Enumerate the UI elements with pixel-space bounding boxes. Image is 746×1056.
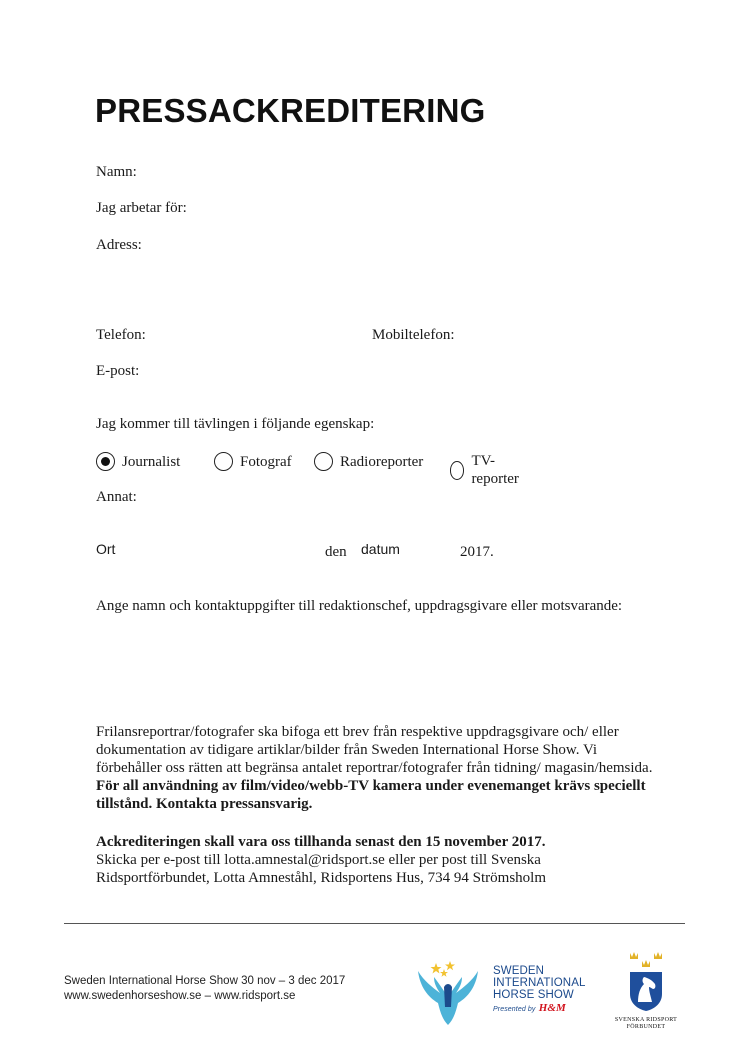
srf-crest-icon xyxy=(622,950,670,1012)
sihs-logo-text xyxy=(493,965,585,1016)
radio-dot xyxy=(101,457,110,466)
freelance-text: Frilansreportrar/fotografer ska bifoga ett brev från respektive uppdragsgivare och/ eller dokumentation av tidigare artiklar/bilder från Sweden International Horse Show. Vi förbehåller oss rätten att begränsa antalet reportrar/fotografer från tidning/ magasin/hemsida. xyxy=(96,724,653,776)
radio-circle[interactable] xyxy=(314,452,333,471)
deadline-bold-text: Ackrediteringen skall vara oss tillhanda senast den 15 november 2017. xyxy=(96,834,546,850)
radio-label-journalist: Journalist xyxy=(122,453,181,470)
address-label: Adress: xyxy=(96,237,142,253)
freelance-bold-text: För all användning av film/video/webb-TV kamera under evenemanget krävs speciellt tillstånd. Kontakta pressansvarig. xyxy=(96,778,646,812)
srf-logo-text xyxy=(608,1017,684,1031)
date-field[interactable]: datum xyxy=(361,541,400,557)
footer-divider xyxy=(64,923,685,924)
phone-label: Telefon: xyxy=(96,327,146,343)
footer-event-line: Sweden International Horse Show 30 nov – 3 dec 2017 xyxy=(64,975,346,987)
name-label: Namn: xyxy=(96,164,137,180)
other-label: Annat: xyxy=(96,489,137,505)
radio-label-tv-reporter: TV-reporter xyxy=(471,453,519,487)
radio-circle[interactable] xyxy=(214,452,233,471)
sihs-line-3: HORSE SHOW xyxy=(493,989,574,1001)
footer-websites: www.swedenhorseshow.se – www.ridsport.se xyxy=(64,990,296,1002)
email-label: E-post: xyxy=(96,363,140,379)
radio-label-fotograf: Fotograf xyxy=(240,453,292,470)
sihs-line-2: INTERNATIONAL xyxy=(493,977,586,989)
freelance-paragraph xyxy=(96,723,656,813)
page-title: PRESSACKREDITERING xyxy=(95,92,486,129)
radio-tv-reporter[interactable] xyxy=(450,452,523,488)
radio-label-radioreporter: Radioreporter xyxy=(340,453,424,470)
deadline-paragraph xyxy=(96,833,656,887)
den-label: den xyxy=(325,544,347,560)
employer-label: Jag arbetar för: xyxy=(96,200,187,216)
deadline-text: Skicka per e-post till lotta.amnestal@ridsport.se eller per post till Svenska Ridsportförbundet, Lotta Amneståhl, Ridsportens Hus, 734 94 Strömsholm xyxy=(96,852,546,886)
radio-radioreporter[interactable] xyxy=(314,452,423,471)
radio-circle-selected[interactable] xyxy=(96,452,115,471)
editor-prompt: Ange namn och kontaktuppgifter till redaktionschef, uppdragsgivare eller motsvarande: xyxy=(96,598,623,614)
srf-line-1: SVENSKA RIDSPORT xyxy=(614,1017,678,1023)
place-field[interactable]: Ort xyxy=(96,541,116,557)
srf-line-2: FÖRBUNDET xyxy=(626,1024,666,1030)
radio-circle[interactable] xyxy=(450,461,464,480)
sihs-presented-by: Presented by xyxy=(493,1006,536,1013)
capacity-question: Jag kommer till tävlingen i följande egenskap: xyxy=(96,416,375,432)
year-label: 2017. xyxy=(460,544,494,560)
hm-logo: H&M xyxy=(538,1002,566,1014)
sihs-horse-logo-icon xyxy=(414,957,482,1027)
radio-journalist[interactable] xyxy=(96,452,180,471)
radio-fotograf[interactable] xyxy=(214,452,292,471)
sihs-line-1: SWEDEN xyxy=(493,965,545,977)
mobile-label: Mobiltelefon: xyxy=(372,327,455,343)
